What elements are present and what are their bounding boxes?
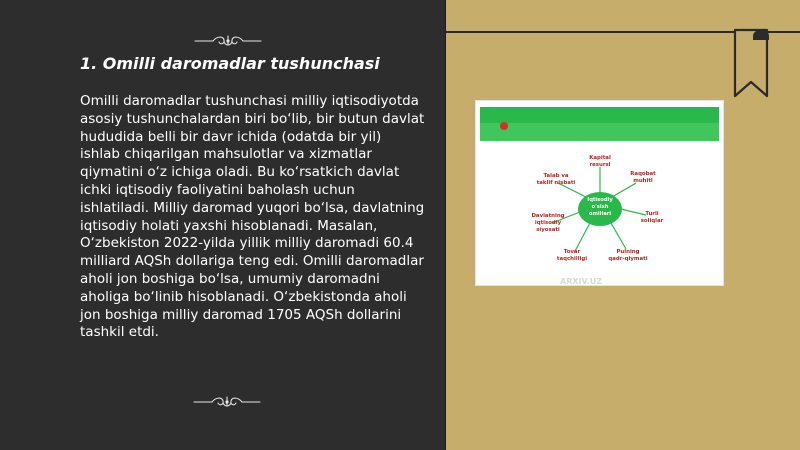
slide-title: 1. Omilli daromadlar tushunchasi xyxy=(80,54,380,73)
svg-text:Iqtisodiy: Iqtisodiy xyxy=(587,197,613,203)
svg-text:Kapital: Kapital xyxy=(589,155,611,161)
svg-text:Davlatning: Davlatning xyxy=(531,213,565,219)
slide-body-text: Omilli daromadlar tushunchasi milliy iqtisodiyotda asosiy tushunchalardan biri bo‘lib, bir butun davlat hududida belli bir davr ichida (odatda bir yil) ishlab chiqarilgan mahsulotlar va xizmatlar qiymatini o‘z ichiga oladi. Bu ko‘rsatkich davlat ichki iqtisodiy faoliyatini baholash uchun ishlatiladi. Milliy daromad yuqori bo‘lsa, davlatning iqtisodiy holati yaxshi hisoblanadi. Masalan, O‘zbekiston 2022-yilda yillik milliy daromadi 60.4 milliard AQSh dollariga teng edi. Omilli daromadlar aholi jon boshiga bo‘lsa, umumiy daromadni aholiga bo‘linib hisoblanadi. O‘zbekistonda aholi jon boshiga milliy daromad 1705 AQSh dollarini tashkil etdi. xyxy=(80,93,425,341)
panel-divider xyxy=(445,0,446,450)
svg-text:Raqobat: Raqobat xyxy=(630,171,656,177)
bookmark-ribbon-icon xyxy=(731,24,771,100)
svg-text:resursi: resursi xyxy=(589,162,611,168)
diagram-watermark: ARXIV.UZ xyxy=(560,277,602,285)
svg-text:Pulning: Pulning xyxy=(616,249,640,255)
svg-text:Tovar: Tovar xyxy=(563,249,581,255)
svg-text:muhiti: muhiti xyxy=(633,178,653,184)
svg-text:iqtisodiy: iqtisodiy xyxy=(534,220,562,226)
flourish-divider-icon xyxy=(192,394,262,410)
svg-text:Turli: Turli xyxy=(645,211,659,217)
svg-text:o'sish: o'sish xyxy=(591,204,609,210)
flourish-divider-icon xyxy=(193,33,263,49)
diagram-image xyxy=(475,100,724,286)
svg-text:siyosati: siyosati xyxy=(536,227,560,233)
svg-text:qadr-qiymati: qadr-qiymati xyxy=(608,256,648,262)
svg-text:omillari: omillari xyxy=(588,211,612,217)
svg-text:soliqlar: soliqlar xyxy=(640,218,664,224)
svg-text:taklif nisbati: taklif nisbati xyxy=(536,180,576,186)
svg-text:Talab va: Talab va xyxy=(543,173,569,179)
svg-text:taqchilligi: taqchilligi xyxy=(556,256,588,262)
